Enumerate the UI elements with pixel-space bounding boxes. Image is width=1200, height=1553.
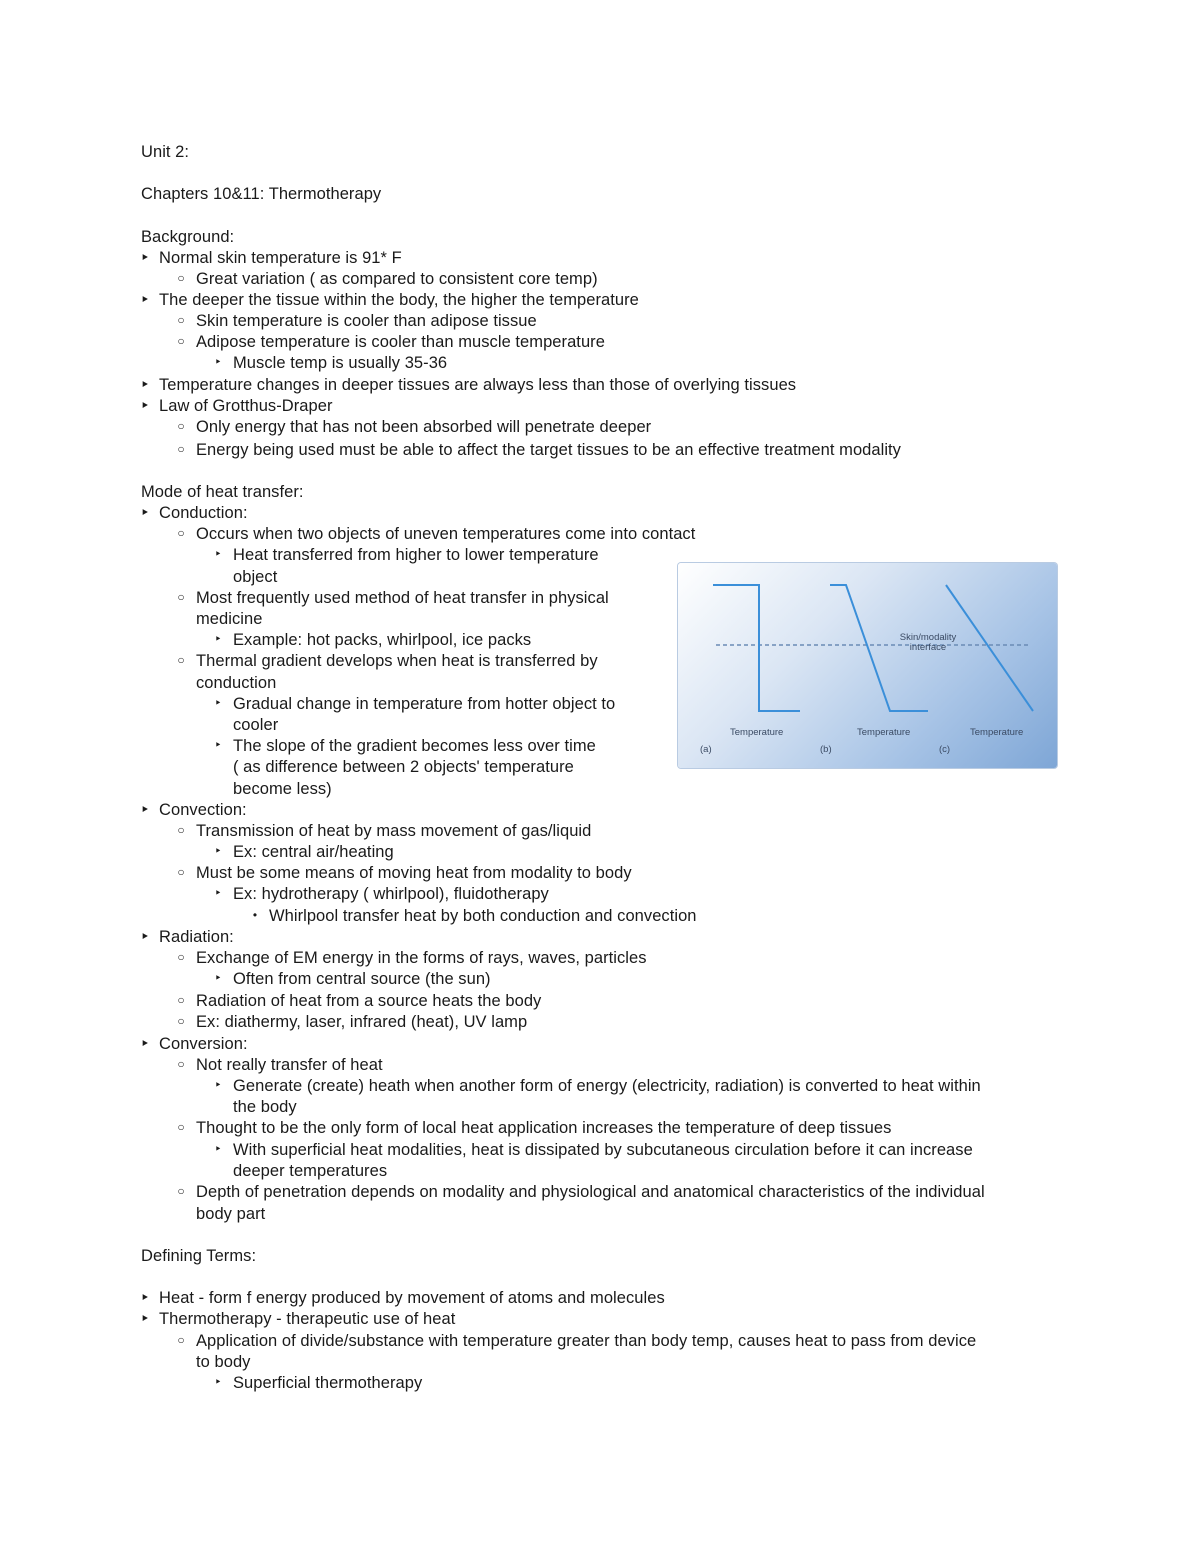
list-item: Transmission of heat by mass movement of gas/liquid bbox=[196, 822, 592, 840]
unit-title: Unit 2: bbox=[141, 143, 190, 161]
bullet-level1 bbox=[138, 927, 152, 947]
list-item: Ex: diathermy, laser, infrared (heat), UV lamp bbox=[196, 1013, 528, 1031]
bullet-level3 bbox=[211, 630, 225, 648]
list-item-continuation: medicine bbox=[196, 610, 263, 628]
bullet-level1 bbox=[138, 290, 152, 310]
bullet-level2 bbox=[174, 991, 188, 1009]
panel-label-a: (a) bbox=[700, 744, 712, 755]
list-item: Energy being used must be able to affect the target tissues to be an effective treatment modality bbox=[196, 441, 901, 459]
chapters-title: Chapters 10&11: Thermotherapy bbox=[141, 185, 382, 203]
bullet-level2 bbox=[174, 1331, 188, 1349]
background-heading: Background: bbox=[141, 228, 235, 246]
bullet-level2 bbox=[174, 948, 188, 966]
list-item: Most frequently used method of heat transfer in physical bbox=[196, 589, 609, 607]
list-item: Application of divide/substance with temperature greater than body temp, causes heat to pass from device bbox=[196, 1332, 977, 1350]
list-item: The slope of the gradient becomes less over time bbox=[233, 737, 596, 755]
list-item: Whirlpool transfer heat by both conduction and convection bbox=[269, 907, 697, 925]
axis-label-a: Temperature bbox=[730, 727, 784, 738]
list-item: Radiation of heat from a source heats the body bbox=[196, 992, 542, 1010]
list-item: Only energy that has not been absorbed will penetrate deeper bbox=[196, 418, 652, 436]
bullet-level2 bbox=[174, 1012, 188, 1030]
list-item: Thermal gradient develops when heat is transferred by bbox=[196, 652, 598, 670]
list-item: Thermotherapy - therapeutic use of heat bbox=[159, 1310, 456, 1328]
list-item-continuation: object bbox=[233, 568, 278, 586]
list-item: Ex: central air/heating bbox=[233, 843, 394, 861]
bullet-level2 bbox=[174, 821, 188, 839]
bullet-level3 bbox=[211, 1373, 225, 1391]
list-item: Superficial thermotherapy bbox=[233, 1374, 423, 1392]
bullet-level3 bbox=[211, 969, 225, 987]
bullet-level2 bbox=[174, 417, 188, 435]
list-item: Not really transfer of heat bbox=[196, 1056, 383, 1074]
list-item: Conversion: bbox=[159, 1035, 248, 1053]
list-item-continuation: deeper temperatures bbox=[233, 1162, 388, 1180]
list-item: Ex: hydrotherapy ( whirlpool), fluidotherapy bbox=[233, 885, 549, 903]
list-item: Generate (create) heath when another form of energy (electricity, radiation) is converted to heat within bbox=[233, 1077, 981, 1095]
list-item-continuation: conduction bbox=[196, 674, 277, 692]
list-item-continuation: cooler bbox=[233, 716, 279, 734]
bullet-level3 bbox=[211, 353, 225, 371]
list-item: The deeper the tissue within the body, the higher the temperature bbox=[159, 291, 639, 309]
list-item-continuation: ( as difference between 2 objects' temperature bbox=[233, 758, 574, 776]
bullet-level3 bbox=[211, 1076, 225, 1094]
bullet-level2 bbox=[174, 524, 188, 542]
list-item: Thought to be the only form of local heat application increases the temperature of deep tissues bbox=[196, 1119, 892, 1137]
bullet-level2 bbox=[174, 311, 188, 329]
list-item: Convection: bbox=[159, 801, 247, 819]
bullet-level1 bbox=[138, 503, 152, 523]
list-item-continuation: to body bbox=[196, 1353, 251, 1371]
axis-label-c: Temperature bbox=[970, 727, 1024, 738]
gradient-curve-a bbox=[713, 585, 800, 711]
list-item: Adipose temperature is cooler than muscle temperature bbox=[196, 333, 605, 351]
bullet-level2 bbox=[174, 440, 188, 458]
interface-label: Skin/modality interface bbox=[899, 632, 957, 653]
panel-label-c: (c) bbox=[939, 744, 951, 755]
bullet-level3 bbox=[211, 545, 225, 563]
bullet-level3 bbox=[211, 694, 225, 712]
bullet-level2 bbox=[174, 269, 188, 287]
temperature-gradient-figure bbox=[678, 563, 1057, 768]
bullet-level3 bbox=[211, 1140, 225, 1158]
terms-heading: Defining Terms: bbox=[141, 1247, 257, 1265]
list-item: Muscle temp is usually 35-36 bbox=[233, 354, 448, 372]
bullet-level2 bbox=[174, 863, 188, 881]
list-item: Gradual change in temperature from hotter object to bbox=[233, 695, 616, 713]
list-item: Conduction: bbox=[159, 504, 248, 522]
bullet-level3 bbox=[211, 884, 225, 902]
mode-heading: Mode of heat transfer: bbox=[141, 483, 304, 501]
list-item: Law of Grotthus-Draper bbox=[159, 397, 333, 415]
bullet-level2 bbox=[174, 1055, 188, 1073]
list-item: Depth of penetration depends on modality and physiological and anatomical characteristics of the individual bbox=[196, 1183, 985, 1201]
list-item: Exchange of EM energy in the forms of rays, waves, particles bbox=[196, 949, 647, 967]
bullet-level2 bbox=[174, 588, 188, 606]
panel-label-b: (b) bbox=[820, 744, 832, 755]
list-item: Must be some means of moving heat from modality to body bbox=[196, 864, 632, 882]
bullet-level1 bbox=[138, 1034, 152, 1054]
axis-label-b: Temperature bbox=[857, 727, 911, 738]
list-item: Heat - form f energy produced by movement of atoms and molecules bbox=[159, 1289, 665, 1307]
bullet-level1 bbox=[138, 1288, 152, 1308]
list-item: Skin temperature is cooler than adipose tissue bbox=[196, 312, 537, 330]
bullet-level1 bbox=[138, 248, 152, 268]
bullet-level4 bbox=[248, 906, 262, 924]
bullet-level2 bbox=[174, 332, 188, 350]
bullet-level2 bbox=[174, 651, 188, 669]
list-item: Example: hot packs, whirlpool, ice packs bbox=[233, 631, 532, 649]
list-item: Normal skin temperature is 91* F bbox=[159, 249, 402, 267]
bullet-level1 bbox=[138, 375, 152, 395]
bullet-level2 bbox=[174, 1118, 188, 1136]
list-item: Often from central source (the sun) bbox=[233, 970, 491, 988]
list-item: Heat transferred from higher to lower temperature bbox=[233, 546, 599, 564]
list-item-continuation: become less) bbox=[233, 780, 332, 798]
bullet-level2 bbox=[174, 1182, 188, 1200]
list-item-continuation: body part bbox=[196, 1205, 266, 1223]
bullet-level1 bbox=[138, 1309, 152, 1329]
list-item: With superficial heat modalities, heat is dissipated by subcutaneous circulation before it can increase bbox=[233, 1141, 973, 1159]
list-item: Temperature changes in deeper tissues are always less than those of overlying tissues bbox=[159, 376, 797, 394]
bullet-level3 bbox=[211, 842, 225, 860]
bullet-level1 bbox=[138, 396, 152, 416]
list-item: Radiation: bbox=[159, 928, 234, 946]
list-item: Occurs when two objects of uneven temperatures come into contact bbox=[196, 525, 696, 543]
bullet-level3 bbox=[211, 736, 225, 754]
list-item-continuation: the body bbox=[233, 1098, 297, 1116]
bullet-level1 bbox=[138, 800, 152, 820]
list-item: Great variation ( as compared to consistent core temp) bbox=[196, 270, 598, 288]
